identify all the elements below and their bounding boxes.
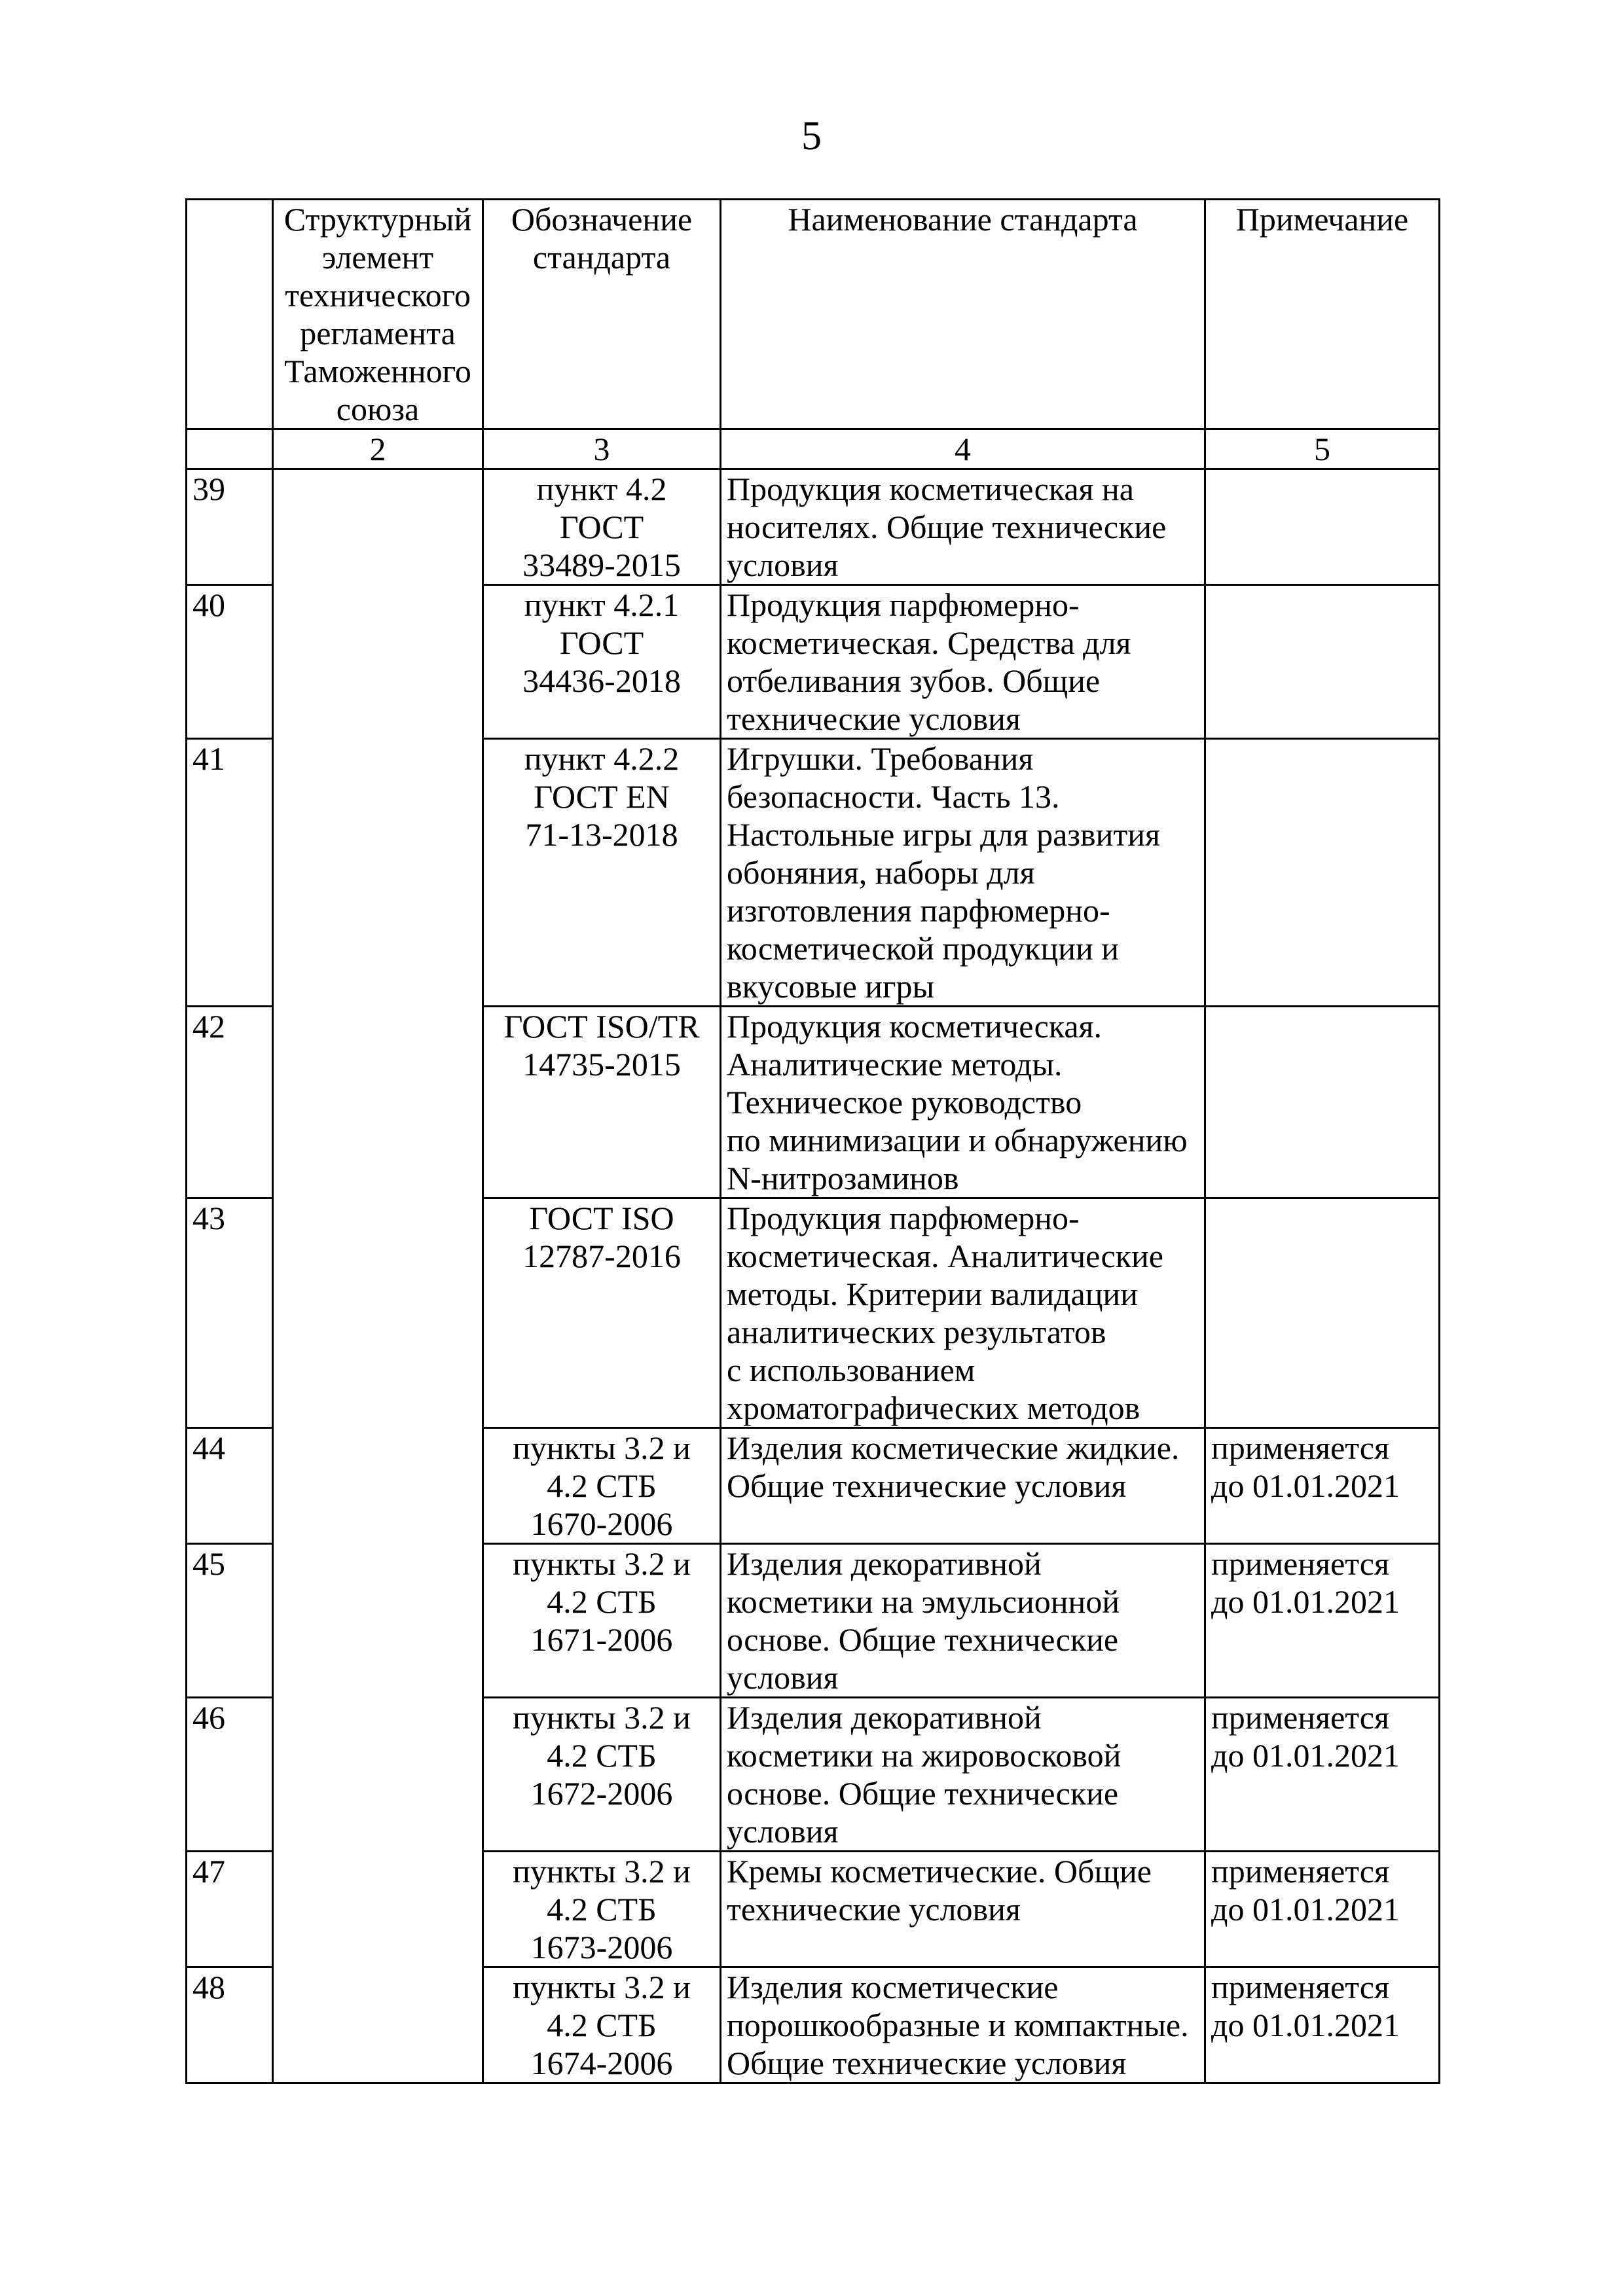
text-line: Обозначение <box>511 201 693 238</box>
note-cell <box>1205 585 1440 739</box>
text-line: 1673-2006 <box>530 1929 673 1965</box>
structural-element-cell <box>273 469 483 2083</box>
text-line: 34436-2018 <box>522 662 681 699</box>
text-line: условия <box>727 1659 839 1696</box>
text-line: до 01.01.2021 <box>1211 1583 1400 1620</box>
text-line: 1674-2006 <box>530 2045 673 2081</box>
text-line: Структурный <box>283 201 472 238</box>
text-line: Настольные игры для развития <box>727 816 1160 853</box>
text-line: технические условия <box>727 1891 1021 1928</box>
text-line: элемент <box>321 239 434 276</box>
note-cell <box>1205 1852 1440 1967</box>
text-line: безопасности. Часть 13. <box>727 778 1060 815</box>
text-line: регламента <box>300 315 456 351</box>
row-number: 45 <box>187 1544 273 1698</box>
row-number: 42 <box>187 1007 273 1198</box>
text-line: технического <box>285 277 471 314</box>
text-line: косметическая. Средства для <box>727 624 1131 661</box>
text-line: Кремы косметические. Общие <box>727 1853 1152 1890</box>
standard-name-cell <box>721 1544 1205 1698</box>
row-number: 43 <box>187 1198 273 1428</box>
text-line: Продукция косметическая. <box>727 1008 1103 1045</box>
standard-name-cell <box>721 1007 1205 1198</box>
standard-name-cell <box>721 1428 1205 1544</box>
text-line: косметическая. Аналитические <box>727 1238 1163 1274</box>
text-line: Наименование стандарта <box>788 201 1138 238</box>
standard-name-cell <box>721 585 1205 739</box>
text-line: носителях. Общие технические <box>727 509 1167 545</box>
note-cell <box>1205 1544 1440 1698</box>
text-line: применяется <box>1211 1853 1389 1890</box>
text-line: стандарта <box>532 239 671 276</box>
text-line: пункты 3.2 и <box>513 1545 691 1582</box>
standard-designation-cell <box>483 739 721 1007</box>
text-line: по минимизации и обнаружению <box>727 1122 1188 1158</box>
note-cell <box>1205 1007 1440 1198</box>
note-cell <box>1205 1428 1440 1544</box>
text-line: методы. Критерии валидации <box>727 1276 1138 1312</box>
column-number-5: 5 <box>1205 429 1440 469</box>
header-standard-name <box>721 200 1205 429</box>
table-row <box>187 469 1440 585</box>
text-line: пункт 4.2.2 <box>524 740 680 777</box>
text-line: Примечание <box>1235 201 1409 238</box>
text-line: 14735-2015 <box>522 1046 681 1083</box>
text-line: пункты 3.2 и <box>513 1969 691 2005</box>
text-line: до 01.01.2021 <box>1211 1891 1400 1928</box>
text-line: союза <box>336 391 420 427</box>
text-line: 4.2 СТБ <box>547 1467 657 1504</box>
text-line: 4.2 СТБ <box>547 1583 657 1620</box>
text-line: Изделия декоративной <box>727 1699 1042 1736</box>
note-cell <box>1205 1967 1440 2083</box>
text-line: с использованием <box>727 1352 976 1388</box>
page-number: 5 <box>801 114 822 158</box>
row-number: 41 <box>187 739 273 1007</box>
row-number: 40 <box>187 585 273 739</box>
note-cell <box>1205 1698 1440 1852</box>
text-line: ГОСТ ISO <box>529 1200 674 1236</box>
standard-name-cell <box>721 1967 1205 2083</box>
text-line: обоняния, наборы для <box>727 854 1035 891</box>
standard-name-cell <box>721 469 1205 585</box>
text-line: 1672-2006 <box>530 1775 673 1812</box>
text-line: пункты 3.2 и <box>513 1429 691 1466</box>
header-col-number <box>187 200 273 429</box>
note-cell <box>1205 1198 1440 1428</box>
row-number: 48 <box>187 1967 273 2083</box>
standard-designation-cell <box>483 1852 721 1967</box>
text-line: Общие технические условия <box>727 1467 1127 1504</box>
row-number: 44 <box>187 1428 273 1544</box>
standard-designation-cell <box>483 1428 721 1544</box>
text-line: Игрушки. Требования <box>727 740 1034 777</box>
text-line: 4.2 СТБ <box>547 2007 657 2043</box>
standard-designation-cell <box>483 1198 721 1428</box>
standard-designation-cell <box>483 1698 721 1852</box>
text-line: ГОСТ ISO/TR <box>503 1008 700 1045</box>
note-cell <box>1205 469 1440 585</box>
text-line: отбеливания зубов. Общие <box>727 662 1101 699</box>
row-number: 39 <box>187 469 273 585</box>
text-line: применяется <box>1211 1969 1389 2005</box>
header-structural-element <box>273 200 483 429</box>
table-body <box>187 469 1440 2083</box>
text-line: Общие технические условия <box>727 2045 1127 2081</box>
text-line: 4.2 СТБ <box>547 1737 657 1774</box>
text-line: вкусовые игры <box>727 968 935 1005</box>
text-line: Продукция парфюмерно- <box>727 1200 1080 1236</box>
text-line: применяется <box>1211 1545 1389 1582</box>
text-line: порошкообразные и компактные. <box>727 2007 1189 2043</box>
text-line: Техническое руководство <box>727 1084 1082 1121</box>
column-number-4: 4 <box>721 429 1205 469</box>
column-number-3: 3 <box>483 429 721 469</box>
text-line: ГОСТ <box>559 509 644 545</box>
text-line: 1670-2006 <box>530 1505 673 1542</box>
text-line: условия <box>727 1813 839 1850</box>
text-line: пункт 4.2.1 <box>524 586 680 623</box>
text-line: Аналитические методы. <box>727 1046 1063 1083</box>
text-line: Изделия косметические <box>727 1969 1059 2005</box>
standard-designation-cell <box>483 1967 721 2083</box>
text-line: применяется <box>1211 1429 1389 1466</box>
text-line: косметики на жировосковой <box>727 1737 1122 1774</box>
text-line: ГОСТ EN <box>534 778 670 815</box>
text-line: применяется <box>1211 1699 1389 1736</box>
header-standard-designation <box>483 200 721 429</box>
header-row <box>187 200 1440 429</box>
note-cell <box>1205 739 1440 1007</box>
text-line: до 01.01.2021 <box>1211 2007 1400 2043</box>
standard-designation-cell <box>483 585 721 739</box>
text-line: ГОСТ <box>559 624 644 661</box>
text-line: аналитических результатов <box>727 1314 1106 1350</box>
text-line: 1671-2006 <box>530 1621 673 1658</box>
standard-name-cell <box>721 1698 1205 1852</box>
text-line: основе. Общие технические <box>727 1621 1119 1658</box>
standard-designation-cell <box>483 1544 721 1698</box>
column-number-2: 2 <box>273 429 483 469</box>
standard-name-cell <box>721 739 1205 1007</box>
text-line: Продукция косметическая на <box>727 471 1134 507</box>
standards-table <box>185 198 1440 2084</box>
text-line: 4.2 СТБ <box>547 1891 657 1928</box>
text-line: 12787-2016 <box>522 1238 681 1274</box>
text-line: Изделия декоративной <box>727 1545 1042 1582</box>
standard-name-cell <box>721 1852 1205 1967</box>
text-line: косметической продукции и <box>727 930 1119 967</box>
text-line: 71-13-2018 <box>525 816 678 853</box>
text-line: хроматографических методов <box>727 1390 1140 1426</box>
text-line: Изделия косметические жидкие. <box>727 1429 1180 1466</box>
text-line: Продукция парфюмерно- <box>727 586 1080 623</box>
row-number: 46 <box>187 1698 273 1852</box>
text-line: технические условия <box>727 700 1021 737</box>
text-line: основе. Общие технические <box>727 1775 1119 1812</box>
text-line: до 01.01.2021 <box>1211 1737 1400 1774</box>
text-line: Таможенного <box>284 353 471 389</box>
text-line: пункты 3.2 и <box>513 1853 691 1890</box>
standard-designation-cell <box>483 1007 721 1198</box>
text-line: пункты 3.2 и <box>513 1699 691 1736</box>
standard-name-cell <box>721 1198 1205 1428</box>
text-line: N-нитрозаминов <box>727 1160 959 1196</box>
text-line: до 01.01.2021 <box>1211 1467 1400 1504</box>
column-number-1 <box>187 429 273 469</box>
header-note <box>1205 200 1440 429</box>
row-number: 47 <box>187 1852 273 1967</box>
text-line: изготовления парфюмерно- <box>727 892 1110 929</box>
column-number-row <box>187 429 1440 469</box>
text-line: условия <box>727 547 839 583</box>
standard-designation-cell <box>483 469 721 585</box>
text-line: пункт 4.2 <box>536 471 667 507</box>
text-line: 33489-2015 <box>522 547 681 583</box>
text-line: косметики на эмульсионной <box>727 1583 1120 1620</box>
